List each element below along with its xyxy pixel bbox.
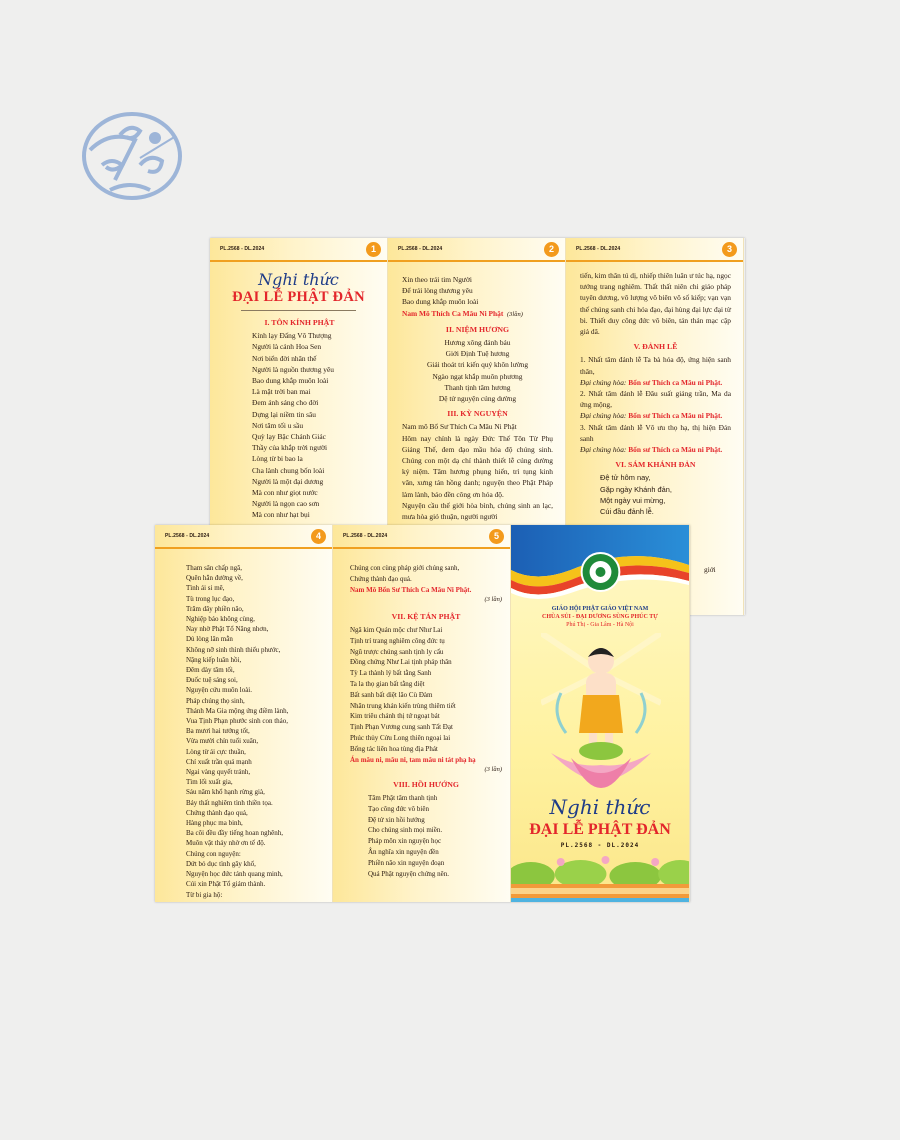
- verse-line: Tịnh Phạn Vương cung sanh Tất Đạt: [350, 723, 453, 732]
- verse-line: Tham sân chấp ngã,: [186, 564, 242, 572]
- verse-line: Quên hẳn đường về,: [186, 574, 243, 583]
- verse-line: Quả Phật nguyện chứng nên.: [368, 869, 449, 878]
- response-text: Bổn sư Thích ca Mâu ni Phật.: [628, 377, 723, 387]
- verse-line: Không nỡ sinh thình thiểu phước,: [186, 645, 281, 654]
- verse-line: Kim triêu chánh thị tứ ngoạt bát: [350, 712, 440, 721]
- verse-line: Bao dung khắp muôn loài: [402, 297, 479, 307]
- page-header-label: PL.2568 - DL.2024: [576, 246, 621, 252]
- paragraph: tiến, kim thân tú dị, nhiếp thiên luân ư túc hạ, ngọc tướng trang nghiêm. Thất thất niên chi giáo pháp tuyên dương, vô lượng vô biên vô số kiếp; vạn vạn thế chúng sanh chi hóa đạo, đại hùng đại lực đại từ bi. Thiết duy công đức vô biên, tán thán mạc cập giả dã.: [580, 271, 731, 337]
- section-heading: I. TÔN KÍNH PHẬT: [264, 318, 335, 327]
- section-heading: VI. SÁM KHÁNH ĐẢN: [615, 460, 696, 470]
- page-header-label: PL.2568 - DL.2024: [165, 533, 210, 539]
- page-header-label: PL.2568 - DL.2024: [343, 533, 388, 539]
- bow-line: 1. Nhất tâm đảnh lễ Ta bà hóa độ, ứng hiện sanh thân,: [580, 355, 731, 376]
- response-line: [580, 410, 731, 421]
- verse-line: Nhãn trung khán kiến trùng thiêm tiết: [350, 701, 456, 710]
- verse-line: Dủ lòng lân mẫn: [186, 635, 233, 644]
- prayer-paragraph: Nguyện cầu thế giới hòa bình, chúng sinh an lạc, mưa hòa gió thuận, người người: [402, 500, 553, 522]
- verse-line: Cho chúng sinh mọi miền.: [368, 826, 443, 835]
- verse-line: Vua Tịnh Phạn phước sinh con thảo,: [186, 717, 289, 726]
- verse-line: Ba mươi hai tướng tốt,: [186, 727, 250, 736]
- chant-count: (3lần): [507, 310, 523, 318]
- verse-line: Người là một đại dương: [252, 476, 324, 486]
- verse-line: Ngào ngạt khắp muôn phương: [432, 371, 523, 381]
- cover-title: ĐẠI LỄ PHẬT ĐẢN: [529, 821, 671, 838]
- response-label: Đại chúng hòa:: [580, 377, 627, 387]
- pagoda-name: CHÙA SỦI - ĐẠI DƯƠNG SÙNG PHÚC TỰ: [542, 614, 658, 620]
- verse-line: Nơi tăm tối u sầu: [252, 420, 304, 430]
- response-label: Đại chúng hòa:: [580, 445, 627, 455]
- verse-line: Xin theo trái tim Người: [402, 275, 472, 284]
- cover-date: PL.2568 - DL.2024: [560, 842, 640, 849]
- verse-line: Kính lạy Đấng Vô Thượng: [252, 331, 332, 341]
- pagoda-address: Phú Thị - Gia Lâm - Hà Nội: [566, 622, 634, 628]
- verse-line: Pháp môn xin nguyện học: [368, 837, 442, 846]
- chant-line: Nam Mô Bổn Sư Thích Ca Mâu Ni Phật.: [350, 585, 472, 594]
- prayer-paragraph: Hôm nay chính là ngày Đức Thế Tôn Từ Phụ Giáng Thế, đem đạo mầu hóa độ chúng sinh. Chúng con một dạ chí thành thiết lễ cúng dường kỷ niệm. Tâm hương phụng hiến, trì tụng kinh văn, xưng tán hồng danh; nguyện theo Phật Pháp làm lành, báo đền công ơn hóa độ.: [402, 433, 553, 499]
- verse-line: Pháp chúng thọ sinh,: [186, 696, 245, 705]
- verse-line: Gặp ngày Khánh đản,: [600, 484, 672, 494]
- verse-line: Nặng kiếp luân hồi,: [186, 655, 242, 664]
- prayer-line: Nam mô Bổ Sư Thích Ca Mâu Ni Phật: [402, 422, 517, 432]
- baby-buddha-illustration: [541, 633, 661, 793]
- cover-script-title: Nghi thức: [549, 795, 651, 819]
- verse-line: Cha lành chung bốn loài: [252, 465, 325, 475]
- page-number-badge: 3: [722, 242, 737, 257]
- verse-line: Bất sanh bất diệt lão Cù Đàm: [350, 690, 433, 699]
- divider: [241, 310, 356, 311]
- lotus-border: [511, 854, 689, 902]
- verse-line: Vừa mười chín tuổi xuân,: [186, 737, 259, 746]
- verse-line: Nghiệp báo không cùng,: [186, 615, 255, 624]
- page-number-badge: 5: [489, 529, 504, 544]
- response-text: Bổn sư Thích ca Mâu ni Phật.: [628, 411, 723, 421]
- verse-line: Nguyện cứu muôn loài.: [186, 686, 253, 695]
- verse-line: Giải thoát tri kiến quý khôn lường: [426, 360, 529, 370]
- verse-line: Ngã kim Quán mộc chư Như Lai: [350, 625, 443, 634]
- verse-line: Tâm Phật tâm thanh tịnh: [368, 793, 438, 802]
- section-heading: VIII. HỒI HƯỚNG: [393, 780, 459, 790]
- verse-line: Phiền não xin nguyện đoạn: [368, 858, 445, 867]
- verse-line: Từ bi gia hộ:: [186, 890, 223, 899]
- verse-line: Giới Định Tuệ hương: [445, 349, 510, 359]
- response-text: Bổn sư Thích ca Mâu ni Phật.: [628, 445, 723, 455]
- response-line: [580, 377, 731, 388]
- cover-banner-wave: [511, 525, 689, 603]
- verse-line: Tỳ La thành lý bất tằng Sanh: [350, 669, 432, 678]
- verse-line: Thầy của khắp trời người: [252, 443, 328, 453]
- mantra-line: Án mâu ni, mâu ni, tam mâu ni tát phạ hạ: [350, 755, 476, 764]
- verse-line: Ta la thọ gian bất tằng diệt: [350, 679, 425, 688]
- verse-line: Cúi xin Phật Tổ giám thành.: [186, 880, 266, 889]
- verse-line: Chứng thành đạo quả.: [350, 574, 412, 583]
- section-heading: III. KỲ NGUYỆN: [447, 409, 508, 419]
- cover-page: [511, 525, 690, 902]
- response-label: Đại chúng hòa:: [580, 411, 627, 421]
- verse-line: Trăm dây phiền não,: [186, 604, 244, 613]
- verse-line: Nay nhờ Phật Tổ Năng nhơn,: [186, 625, 269, 634]
- verse-line: Ngai vàng quyết tránh,: [186, 768, 251, 777]
- section-heading: II. NIỆM HƯƠNG: [445, 324, 510, 334]
- verse-line: Cúi đầu đảnh lễ.: [600, 507, 654, 517]
- verse-line: Để trải lòng thương yêu: [402, 286, 473, 296]
- verse-line: Bảy thất nghiêm tình thiền tọa.: [186, 798, 273, 807]
- verse-line: Chúng con nguyện:: [186, 849, 241, 858]
- verse-line: Đệ tử hôm nay,: [600, 473, 651, 483]
- mantra-count: (3 lần): [484, 766, 502, 774]
- page-title: ĐẠI LỄ PHẬT ĐẢN: [232, 289, 365, 305]
- organization-name: GIÁO HỘI PHẬT GIÁO VIỆT NAM: [551, 606, 649, 612]
- page-header-label: PL.2568 - DL.2024: [398, 246, 443, 252]
- verse-line: Người là ngọn cao sơn: [252, 499, 320, 509]
- verse-line: Người là cánh Hoa Sen: [252, 342, 322, 352]
- response-line: [580, 444, 731, 455]
- page-5: [333, 525, 511, 902]
- verse-line: Thanh tịnh tâm hương: [444, 382, 511, 392]
- verse-line: Bao dung khắp muôn loài: [252, 376, 329, 386]
- verse-line: Sáu năm khổ hạnh rừng già,: [186, 788, 265, 797]
- verse-line: Đuốc tuệ sáng soi,: [186, 676, 238, 685]
- page-header-label: PL.2568 - DL.2024: [220, 246, 265, 252]
- chant-count: (3 lần): [484, 596, 502, 604]
- verse-line: Chí xuất trần quá mạnh: [186, 757, 252, 766]
- verse-line: Hương xông đảnh báu: [444, 338, 511, 348]
- verse-line: Người là nguồn thương yêu: [252, 364, 334, 374]
- verse-line: Chúng con cùng pháp giới chúng sanh,: [350, 564, 460, 572]
- bow-line: 2. Nhất tâm đảnh lễ Đâu suất giáng trần, Ma da ứng mộng,: [580, 389, 731, 410]
- verse-line: Ân nghĩa xin nguyện đền: [368, 847, 439, 856]
- verse-line: Dệ tử nguyện cúng dường: [438, 394, 517, 404]
- verse-line: Quỳ lạy Bậc Chánh Giác: [252, 432, 326, 442]
- verse-line: Đem ánh sáng cho đời: [252, 398, 319, 408]
- page-number-badge: 2: [544, 242, 559, 257]
- verse-line: Ba cõi đều đầy tiếng hoan nghênh,: [186, 829, 284, 838]
- verse-line: Muôn vật thảy nhờ ơn tế độ.: [186, 839, 266, 848]
- verse-line: Lòng từ ái cực thuần,: [186, 747, 246, 756]
- verse-line: Đệ tử xin hồi hướng: [368, 815, 425, 824]
- section-heading: V. ĐẢNH LỄ: [633, 342, 678, 352]
- verse-line: Lòng từ bi bao la: [252, 454, 303, 464]
- verse-line: Tìm lối xuất gia,: [186, 778, 233, 787]
- verse-line: Tạo công đức vô biên: [368, 804, 429, 813]
- verse-line: Đêm dày tăm tối,: [186, 666, 235, 675]
- page-number-badge: 1: [366, 242, 381, 257]
- text-fragment: giới: [704, 565, 716, 574]
- verse-line: Tù trong lục đạo,: [186, 594, 235, 603]
- verse-line: Dứt bỏ dục tình gây khổ,: [186, 859, 256, 868]
- verse-line: Hàng phục ma binh,: [186, 819, 243, 828]
- bow-line: 3. Nhất tâm đảnh lễ Vô ưu thọ hạ, thị hiện Đản sanh: [580, 422, 731, 443]
- verse-line: Tịnh trí trang nghiêm công đức tụ: [350, 636, 445, 645]
- verse-line: Phúc thủy Cửu Long thiên ngoại lai: [350, 733, 451, 742]
- verse-line: Đồng chứng Như Lai tịnh pháp thân: [350, 658, 452, 667]
- section-heading: VII. KỆ TÁN PHẬT: [391, 612, 461, 622]
- verse-line: Là mặt trời ban mai: [252, 387, 311, 397]
- verse-line: Bổng tác liên hoa tùng địa Phát: [350, 744, 438, 753]
- verse-line: Nơi biển đời nhân thế: [252, 353, 317, 363]
- script-title: Nghi thức: [258, 270, 339, 289]
- verse-line: Nguyện học đức tánh quang minh,: [186, 870, 283, 879]
- verse-line: Mà con như hạt bụi: [252, 510, 310, 520]
- verse-line: Chứng thành đạo quả,: [186, 808, 248, 817]
- verse-line: Một ngày vui mừng,: [600, 495, 666, 505]
- crane-wave-logo: [80, 110, 185, 202]
- verse-line: Tình ái si mê,: [186, 584, 225, 593]
- verse-line: Ngũ trược chúng sanh tịnh ly cấu: [350, 647, 444, 656]
- chant-line: Nam Mô Thích Ca Mâu Ni Phật: [402, 308, 504, 318]
- verse-line: Dựng lại niềm tin sâu: [252, 409, 316, 419]
- verse-line: Mà con như giọt nước: [252, 488, 318, 498]
- brochure-outside-bottom: [155, 525, 690, 902]
- verse-line: Thánh Ma Gia mộng ứng điềm lành,: [186, 706, 289, 715]
- page-4: [155, 525, 333, 902]
- page-number-badge: 4: [311, 529, 326, 544]
